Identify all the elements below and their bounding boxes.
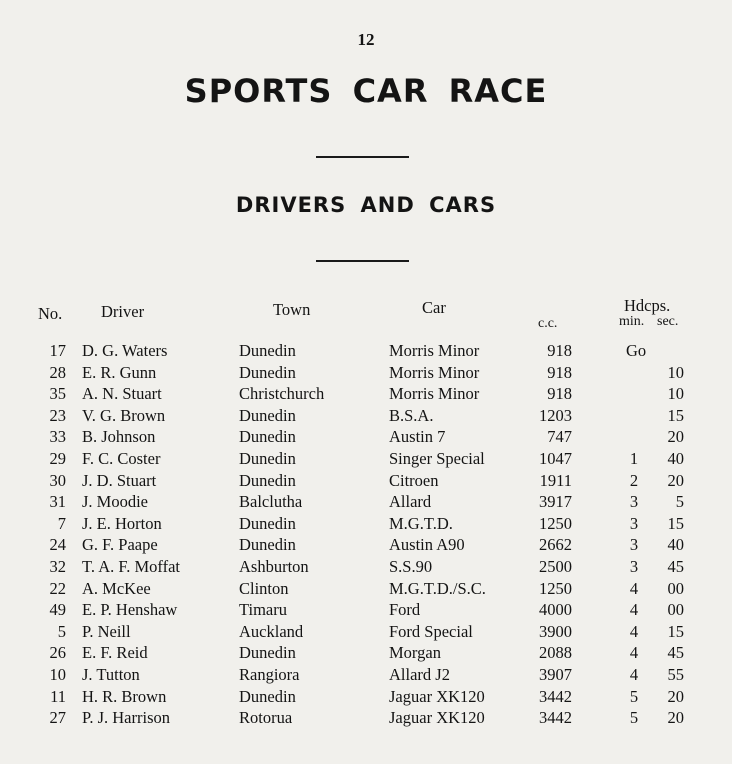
cell-min: 1	[629, 448, 639, 468]
cell-sec: 10	[667, 384, 684, 404]
cell-no: 33	[49, 427, 66, 447]
cell-cc: 918	[547, 341, 572, 360]
cell-car: Citroen	[389, 470, 439, 490]
cell-town: Balclutha	[239, 492, 303, 512]
cell-car: Ford Special	[389, 621, 473, 641]
cell-driver: P. Neill	[82, 621, 131, 641]
cell-min: 3	[629, 535, 639, 555]
table-row	[0, 622, 732, 644]
cell-min: 4	[629, 643, 639, 663]
cell-town: Dunedin	[239, 535, 296, 555]
column-header-car: Car	[422, 298, 446, 317]
table-row	[0, 708, 732, 730]
table-row	[0, 535, 732, 557]
cell-sec: 40	[667, 535, 684, 555]
cell-town: Dunedin	[239, 470, 296, 490]
table-row	[0, 363, 732, 385]
cell-car: Morris Minor	[389, 384, 480, 404]
cell-no: 28	[49, 362, 66, 382]
cell-car: Jaguar XK120	[389, 708, 485, 728]
table-row	[0, 557, 732, 579]
cell-cc: 3442	[539, 686, 572, 706]
cell-town: Dunedin	[239, 362, 296, 382]
cell-sec: 40	[667, 448, 684, 468]
cell-cc: 2088	[539, 643, 572, 663]
cell-sec: 15	[667, 621, 684, 641]
cell-town: Ashburton	[239, 556, 309, 576]
cell-town: Dunedin	[239, 405, 296, 425]
cell-no: 32	[49, 556, 66, 576]
drivers-table	[0, 341, 732, 730]
table-row	[0, 643, 732, 665]
cell-no: 7	[57, 513, 66, 533]
cell-cc: 1203	[539, 405, 572, 425]
cell-sec: 00	[667, 578, 684, 598]
table-row	[0, 406, 732, 428]
table-row	[0, 687, 732, 709]
cell-cc: 1250	[539, 513, 572, 533]
cell-driver: H. R. Brown	[82, 686, 167, 706]
cell-sec: 15	[667, 513, 684, 533]
cell-driver: D. G. Waters	[82, 341, 168, 360]
cell-no: 30	[49, 470, 66, 490]
cell-car: Morgan	[389, 643, 441, 663]
table-row	[0, 665, 732, 687]
cell-cc: 2662	[539, 535, 572, 555]
cell-town: Christchurch	[239, 384, 325, 404]
cell-min: 4	[629, 621, 639, 641]
cell-driver: V. G. Brown	[82, 405, 166, 425]
cell-town: Dunedin	[239, 513, 296, 533]
cell-cc: 4000	[539, 600, 572, 620]
cell-town: Timaru	[239, 600, 287, 620]
cell-car: Austin A90	[389, 535, 465, 555]
cell-no: 5	[57, 621, 66, 641]
cell-driver: G. F. Paape	[82, 535, 158, 555]
table-row	[0, 600, 732, 622]
cell-car: Morris Minor	[389, 341, 480, 360]
cell-sec: 20	[667, 427, 684, 447]
cell-driver: E. F. Reid	[82, 643, 148, 663]
cell-cc: 918	[547, 362, 572, 382]
cell-town: Rangiora	[239, 664, 300, 684]
cell-cc: 2500	[539, 556, 572, 576]
table-row	[0, 449, 732, 471]
cell-driver: E. P. Henshaw	[82, 600, 178, 620]
cell-car: Ford	[389, 600, 421, 620]
cell-sec: 45	[667, 643, 684, 663]
cell-car: Allard	[389, 492, 432, 512]
cell-min: 5	[629, 686, 639, 706]
cell-sec: 10	[667, 362, 684, 382]
cell-sec: 20	[667, 470, 684, 490]
cell-no: 17	[49, 341, 66, 360]
cell-no: 31	[49, 492, 66, 512]
cell-driver: J. D. Stuart	[82, 470, 157, 490]
cell-no: 22	[49, 578, 66, 598]
cell-min: 3	[629, 492, 639, 512]
cell-cc: 1911	[539, 470, 572, 490]
column-header-sec: sec.	[657, 314, 679, 329]
cell-driver: T. A. F. Moffat	[82, 556, 180, 576]
column-header-driver: Driver	[101, 302, 145, 321]
cell-min: 4	[629, 664, 639, 684]
cell-no: 24	[49, 535, 66, 555]
cell-cc: 3917	[539, 492, 572, 512]
cell-town: Rotorua	[239, 708, 293, 728]
cell-town: Dunedin	[239, 686, 296, 706]
cell-town: Dunedin	[239, 427, 296, 447]
cell-driver: J. Moodie	[82, 492, 148, 512]
cell-driver: J. E. Horton	[82, 513, 162, 533]
cell-min: 4	[629, 578, 639, 598]
cell-car: Singer Special	[389, 448, 485, 468]
cell-driver: P. J. Harrison	[82, 708, 171, 728]
cell-no: 11	[50, 686, 66, 706]
cell-cc: 3442	[539, 708, 572, 728]
subtitle-divider	[316, 260, 409, 262]
cell-sec: 55	[667, 664, 684, 684]
cell-cc: 747	[547, 427, 572, 447]
cell-no: 35	[49, 384, 66, 404]
cell-driver: E. R. Gunn	[82, 362, 157, 382]
cell-car: Jaguar XK120	[389, 686, 485, 706]
cell-town: Auckland	[239, 621, 304, 641]
cell-cc: 1250	[539, 578, 572, 598]
table-row	[0, 471, 732, 493]
column-header-cc: c.c.	[538, 316, 558, 331]
table-row	[0, 492, 732, 514]
cell-no: 10	[49, 664, 66, 684]
cell-cc: 1047	[539, 448, 572, 468]
page-number: 12	[357, 30, 375, 49]
cell-no: 27	[49, 708, 66, 728]
cell-no: 23	[49, 405, 66, 425]
cell-no: 49	[49, 600, 66, 620]
cell-town: Dunedin	[239, 341, 296, 360]
cell-car: M.G.T.D./S.C.	[389, 578, 486, 598]
cell-min: Go	[626, 341, 647, 360]
table-row	[0, 384, 732, 406]
title-divider	[316, 156, 409, 158]
cell-town: Dunedin	[239, 643, 296, 663]
cell-driver: B. Johnson	[82, 427, 156, 447]
cell-car: M.G.T.D.	[389, 513, 453, 533]
cell-driver: A. N. Stuart	[82, 384, 162, 404]
cell-sec: 20	[667, 708, 684, 728]
table-row	[0, 514, 732, 536]
table-row	[0, 427, 732, 449]
page-title: SPORTS CAR RACE	[184, 72, 548, 110]
cell-driver: A. McKee	[82, 578, 151, 598]
cell-cc: 3907	[539, 664, 572, 684]
cell-cc: 3900	[539, 621, 572, 641]
cell-sec: 00	[667, 600, 684, 620]
cell-sec: 20	[667, 686, 684, 706]
section-subtitle: DRIVERS AND CARS	[235, 193, 497, 217]
cell-min: 3	[629, 513, 639, 533]
cell-town: Dunedin	[239, 448, 296, 468]
column-header-hdcps: Hdcps.	[624, 296, 671, 315]
cell-driver: J. Tutton	[82, 664, 140, 684]
cell-sec: 45	[667, 556, 684, 576]
cell-min: 5	[629, 708, 639, 728]
cell-min: 3	[629, 556, 639, 576]
column-header-min: min.	[619, 314, 645, 329]
cell-min: 2	[629, 470, 639, 490]
column-header-no: No.	[38, 304, 63, 323]
cell-driver: F. C. Coster	[82, 448, 161, 468]
cell-sec: 15	[667, 405, 684, 425]
cell-no: 26	[49, 643, 66, 663]
cell-min: 4	[629, 600, 639, 620]
cell-car: Austin 7	[389, 427, 446, 447]
cell-town: Clinton	[239, 578, 289, 598]
cell-cc: 918	[547, 384, 572, 404]
cell-no: 29	[49, 448, 66, 468]
cell-car: Morris Minor	[389, 362, 480, 382]
table-row	[0, 341, 732, 363]
cell-sec: 5	[675, 492, 684, 512]
cell-car: Allard J2	[389, 664, 450, 684]
cell-car: S.S.90	[389, 556, 433, 576]
cell-car: B.S.A.	[389, 405, 434, 425]
table-row	[0, 579, 732, 601]
column-header-town: Town	[273, 300, 311, 319]
